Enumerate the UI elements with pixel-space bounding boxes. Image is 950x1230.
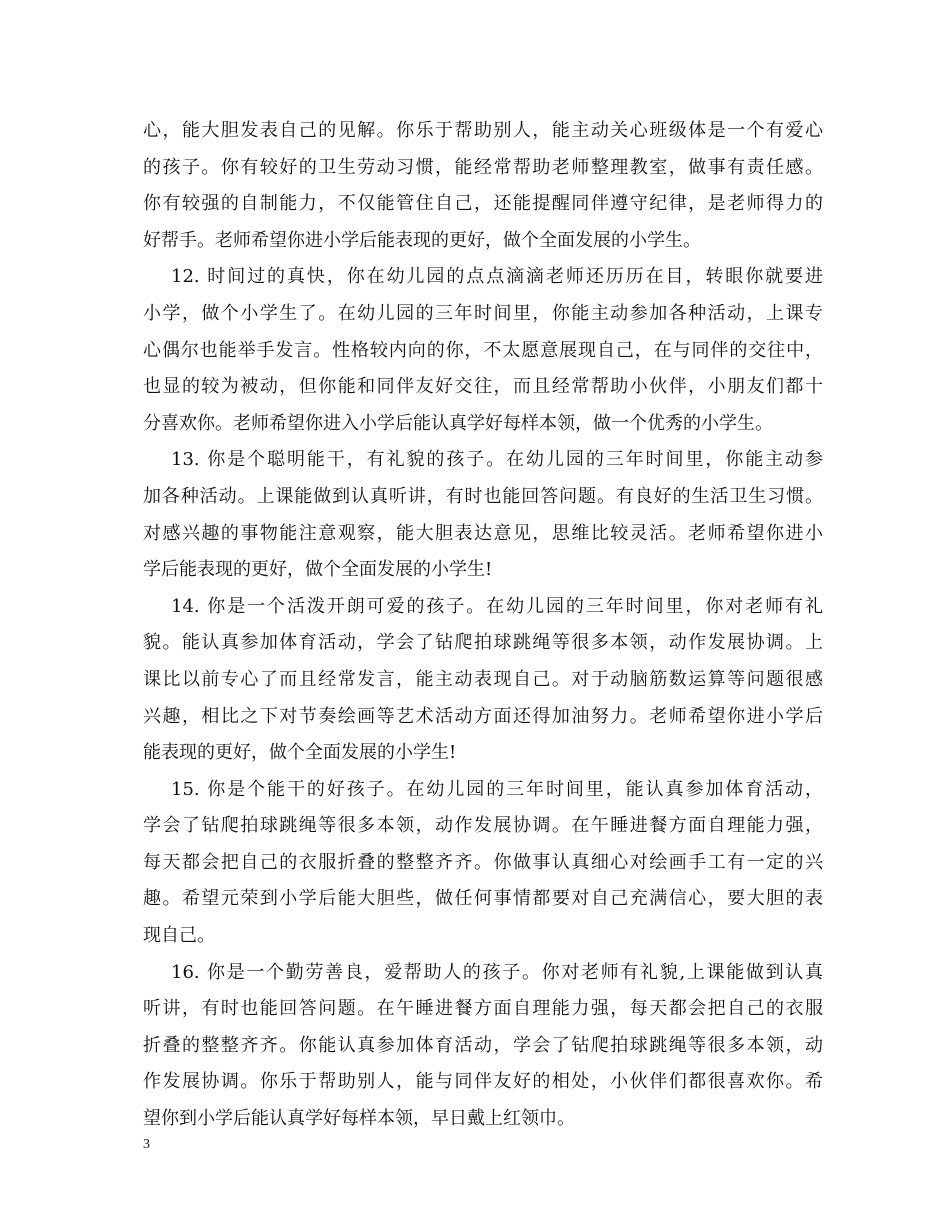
text-line: 作发展协调。你乐于帮助别人，能与同伴友好的相处，小伙伴们都很喜欢你。希 xyxy=(143,1071,823,1093)
text-line: 貌。能认真参加体育活动，学会了钻爬拍球跳绳等很多本领，动作发展协调。上 xyxy=(143,632,823,654)
page-number: 3 xyxy=(143,1137,150,1152)
text-line: 折叠的整整齐齐。你能认真参加体育活动，学会了钻爬拍球跳绳等很多本领，动 xyxy=(143,1034,823,1056)
text-line: 也显的较为被动，但你能和同伴友好交往，而且经常帮助小伙伴，小朋友们都十 xyxy=(143,376,823,398)
text-line: 课比以前专心了而且经常发言，能主动表现自己。对于动脑筋数运算等问题很感 xyxy=(143,668,823,690)
text-line: 能表现的更好，做个全面发展的小学生! xyxy=(143,742,457,764)
text-line: 心，能大胆发表自己的见解。你乐于帮助别人，能主动关心班级体是一个有爱心 xyxy=(143,120,823,141)
text-line: 现自己。 xyxy=(143,925,215,947)
text-line: 趣。希望元荣到小学后能大胆些，做任何事情都要对自己充满信心，要大胆的表 xyxy=(143,888,823,910)
text-line: 兴趣，相比之下对节奏绘画等艺术活动方面还得加油努力。老师希望你进小学后 xyxy=(143,705,823,727)
text-line: 学后能表现的更好，做个全面发展的小学生! xyxy=(143,559,493,581)
text-line: 小学，做个小学生了。在幼儿园的三年时间里，你能主动参加各种活动，上课专 xyxy=(143,302,823,324)
paragraph-15-first-line: 15. 你是个能干的好孩子。在幼儿园的三年时间里，能认真参加体育活动， xyxy=(171,778,823,800)
document-body xyxy=(143,113,823,1138)
paragraph-12-first-line: 12. 时间过的真快，你在幼儿园的点点滴滴老师还历历在目，转眼你就要进 xyxy=(171,266,823,288)
text-line: 加各种活动。上课能做到认真听讲，有时也能回答问题。有良好的生活卫生习惯。 xyxy=(143,485,823,507)
paragraph-13-first-line: 13. 你是个聪明能干，有礼貌的孩子。在幼儿园的三年时间里，你能主动参 xyxy=(171,449,823,471)
text-line: 分喜欢你。老师希望你进入小学后能认真学好每样本领，做一个优秀的小学生。 xyxy=(143,412,773,434)
text-line: 望你到小学后能认真学好每样本领，早日戴上红领巾。 xyxy=(143,1108,575,1130)
text-line: 好帮手。老师希望你进小学后能表现的更好，做个全面发展的小学生。 xyxy=(143,229,701,251)
paragraph-16-first-line: 16. 你是一个勤劳善良，爱帮助人的孩子。你对老师有礼貌,上课能做到认真 xyxy=(171,961,823,983)
paragraph-14-first-line: 14. 你是一个活泼开朗可爱的孩子。在幼儿园的三年时间里，你对老师有礼 xyxy=(171,595,823,617)
text-line: 的孩子。你有较好的卫生劳动习惯，能经常帮助老师整理教室，做事有责任感。 xyxy=(143,156,823,178)
text-line: 每天都会把自己的衣服折叠的整整齐齐。你做事认真细心对绘画手工有一定的兴 xyxy=(143,851,823,873)
text-line: 听讲，有时也能回答问题。在午睡进餐方面自理能力强，每天都会把自己的衣服 xyxy=(143,998,823,1020)
text-line: 你有较强的自制能力，不仅能管住自己，还能提醒同伴遵守纪律，是老师得力的 xyxy=(143,193,823,215)
text-line: 心偶尔也能举手发言。性格较内向的你，不太愿意展现自己，在与同伴的交往中， xyxy=(143,339,823,361)
text-line: 对感兴趣的事物能注意观察，能大胆表达意见，思维比较灵活。老师希望你进小 xyxy=(143,522,823,544)
text-line: 学会了钻爬拍球跳绳等很多本领，动作发展协调。在午睡进餐方面自理能力强， xyxy=(143,815,823,837)
